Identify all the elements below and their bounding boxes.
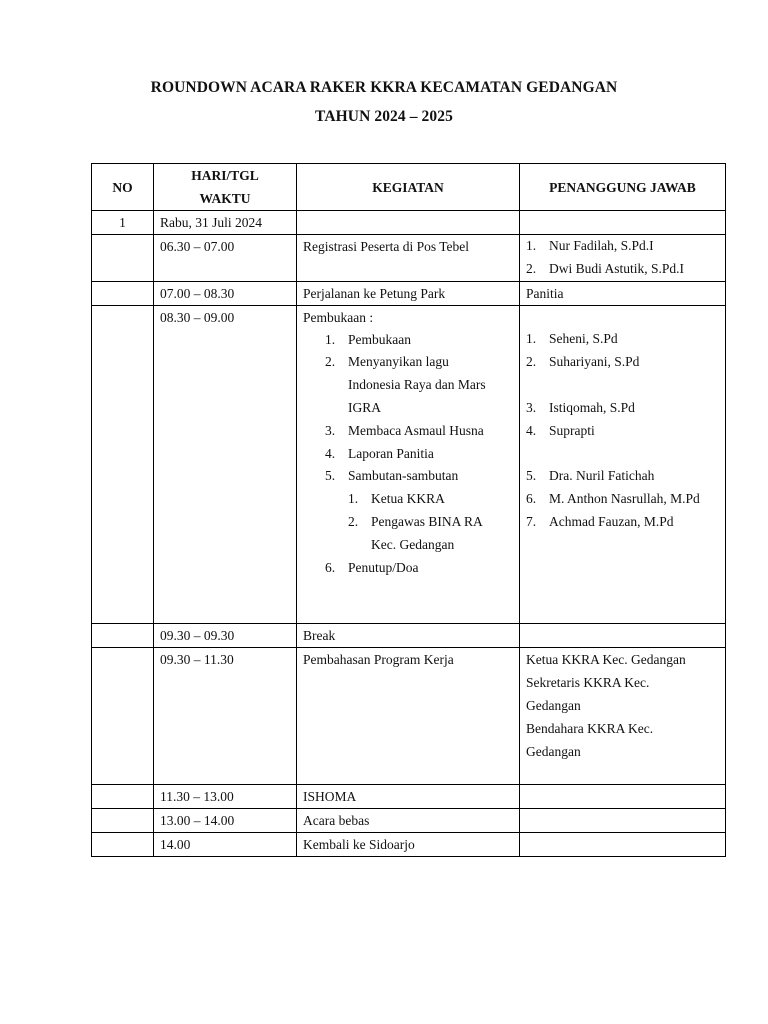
rundown-table — [91, 163, 726, 857]
header-hari-tgl-waktu — [154, 164, 297, 211]
list-item — [520, 235, 725, 258]
document-subtitle: TAHUN 2024 – 2025 — [315, 108, 453, 125]
list-number: 7. — [526, 513, 537, 529]
cell-activity — [297, 832, 520, 856]
pj-line: Gedangan — [526, 697, 581, 713]
blank-line — [520, 306, 725, 329]
agenda-text — [371, 511, 483, 557]
cell-no — [92, 281, 154, 305]
table-row — [92, 305, 726, 623]
row-activity: Acara bebas — [303, 812, 370, 828]
pj-line: Gedangan — [526, 743, 581, 759]
list-number: 4. — [325, 445, 336, 461]
header-waktu: WAKTU — [199, 191, 251, 206]
pj-line: Bendahara KKRA Kec. — [526, 720, 654, 736]
list-item — [297, 329, 519, 352]
row-activity: Pembukaan : — [303, 309, 374, 325]
day-date: Rabu, 31 Juli 2024 — [160, 215, 263, 230]
cell-no — [92, 211, 154, 235]
list-item — [520, 258, 725, 281]
cell-time — [154, 832, 297, 856]
agenda-text: Pembukaan — [348, 331, 411, 347]
agenda-text-line: Pengawas BINA RA — [371, 513, 483, 529]
list-number: 1. — [325, 331, 336, 347]
cell-activity — [297, 623, 520, 647]
cell-empty — [520, 623, 726, 647]
agenda-text: Sambutan-sambutan — [348, 468, 459, 484]
pj-name: Suprapti — [549, 422, 595, 438]
cell-time — [154, 235, 297, 282]
cell-pj — [520, 281, 726, 305]
list-item — [297, 511, 519, 557]
list-number: 1. — [348, 491, 359, 507]
table-row — [92, 808, 726, 832]
row-time: 14.00 — [160, 836, 191, 852]
header-row — [92, 164, 726, 211]
cell-no — [92, 784, 154, 808]
cell-no — [92, 647, 154, 784]
agenda-text-line: IGRA — [348, 399, 381, 415]
cell-empty — [520, 211, 726, 235]
cell-time — [154, 808, 297, 832]
cell-activity — [297, 808, 520, 832]
row-time: 06.30 – 07.00 — [160, 239, 235, 254]
row-time: 13.00 – 14.00 — [160, 812, 235, 828]
pj-list — [520, 235, 725, 281]
cell-activity — [297, 647, 520, 784]
cell-no — [92, 832, 154, 856]
table-row — [92, 647, 726, 784]
cell-time — [154, 305, 297, 623]
list-number: 1. — [526, 238, 537, 253]
sambutan-list — [297, 488, 519, 556]
pj-name: Suhariyani, S.Pd — [549, 354, 640, 370]
list-number: 6. — [526, 490, 537, 506]
row-activity: Break — [303, 627, 336, 643]
cell-time — [154, 281, 297, 305]
agenda-list-end — [297, 557, 519, 580]
agenda-text: Membaca Asmaul Husna — [348, 422, 484, 438]
blank-line — [520, 442, 725, 465]
pj-name: Dwi Budi Astutik, S.Pd.I — [549, 260, 685, 276]
cell-empty — [520, 808, 726, 832]
cell-activity — [297, 305, 520, 623]
agenda-text: Penutup/Doa — [348, 559, 419, 575]
pj-name: Achmad Fauzan, M.Pd — [549, 513, 674, 529]
blank-line — [520, 374, 725, 397]
list-item — [520, 351, 725, 374]
list-item — [297, 351, 519, 419]
day-number: 1 — [119, 215, 126, 230]
list-item — [520, 397, 725, 420]
row-activity: ISHOMA — [303, 788, 357, 804]
row-activity: Perjalanan ke Petung Park — [303, 285, 446, 301]
agenda-text-line: Menyanyikan lagu — [348, 354, 449, 370]
cell-no — [92, 305, 154, 623]
table-row — [92, 281, 726, 305]
row-time: 09.30 – 11.30 — [160, 651, 234, 667]
list-number: 2. — [526, 260, 537, 276]
document-title: ROUNDOWN ACARA RAKER KKRA KECAMATAN GEDANGAN — [150, 79, 618, 96]
row-time: 07.00 – 08.30 — [160, 285, 235, 301]
list-number: 5. — [526, 468, 537, 484]
row-pj: Panitia — [526, 285, 564, 301]
pj-name: Seheni, S.Pd — [549, 331, 618, 347]
list-number: 2. — [348, 513, 359, 529]
agenda-text — [348, 351, 486, 419]
cell-empty — [520, 784, 726, 808]
list-number: 5. — [325, 468, 336, 484]
cell-pj — [520, 235, 726, 282]
table-row — [92, 784, 726, 808]
agenda-text: Ketua KKRA — [371, 491, 445, 507]
pj-line: Ketua KKRA Kec. Gedangan — [526, 651, 686, 667]
list-item — [520, 511, 725, 534]
cell-pj — [520, 647, 726, 784]
cell-activity — [297, 235, 520, 282]
list-item — [297, 420, 519, 443]
pj-name: Dra. Nuril Fatichah — [549, 468, 655, 484]
cell-activity — [297, 281, 520, 305]
header-kegiatan: KEGIATAN — [297, 164, 520, 211]
agenda-text: Laporan Panitia — [348, 445, 434, 461]
agenda-list — [297, 329, 519, 489]
list-number: 3. — [526, 399, 537, 415]
cell-empty — [520, 832, 726, 856]
list-item — [297, 557, 519, 580]
row-time: 08.30 – 09.00 — [160, 309, 235, 325]
pj-list — [520, 328, 725, 533]
list-number: 6. — [325, 559, 336, 575]
pj-name: M. Anthon Nasrullah, M.Pd — [549, 490, 700, 506]
list-number: 3. — [325, 422, 336, 438]
header-penanggung-jawab: PENANGGUNG JAWAB — [520, 164, 726, 211]
list-item — [297, 465, 519, 488]
table-row — [92, 623, 726, 647]
pj-name: Nur Fadilah, S.Pd.I — [549, 238, 654, 253]
list-item — [297, 443, 519, 466]
row-activity: Pembahasan Program Kerja — [303, 651, 454, 667]
list-number: 1. — [526, 331, 537, 347]
table-row — [92, 832, 726, 856]
agenda-text-line: Kec. Gedangan — [371, 536, 455, 552]
cell-no — [92, 623, 154, 647]
cell-pj — [520, 305, 726, 623]
cell-empty — [297, 211, 520, 235]
agenda-text-line: Indonesia Raya dan Mars — [348, 377, 486, 393]
list-item — [520, 488, 725, 511]
list-item — [520, 420, 725, 443]
row-time: 11.30 – 13.00 — [160, 788, 234, 804]
header-hari-tgl: HARI/TGL — [191, 168, 259, 183]
cell-time — [154, 647, 297, 784]
cell-date — [154, 211, 297, 235]
cell-time — [154, 623, 297, 647]
table-row-day — [92, 211, 726, 235]
pj-name: Istiqomah, S.Pd — [549, 399, 635, 415]
cell-no — [92, 808, 154, 832]
row-activity: Registrasi Peserta di Pos Tebel — [303, 239, 470, 254]
row-time: 09.30 – 09.30 — [160, 627, 235, 643]
cell-time — [154, 784, 297, 808]
list-number: 4. — [526, 422, 537, 438]
cell-activity — [297, 784, 520, 808]
table-row — [92, 235, 726, 282]
list-item — [520, 465, 725, 488]
list-item — [520, 328, 725, 351]
cell-no — [92, 235, 154, 282]
header-no: NO — [92, 164, 154, 211]
pj-line: Sekretaris KKRA Kec. — [526, 674, 650, 690]
row-activity: Kembali ke Sidoarjo — [303, 836, 415, 852]
list-item — [297, 488, 519, 511]
list-number: 2. — [325, 354, 336, 370]
list-number: 2. — [526, 354, 537, 370]
